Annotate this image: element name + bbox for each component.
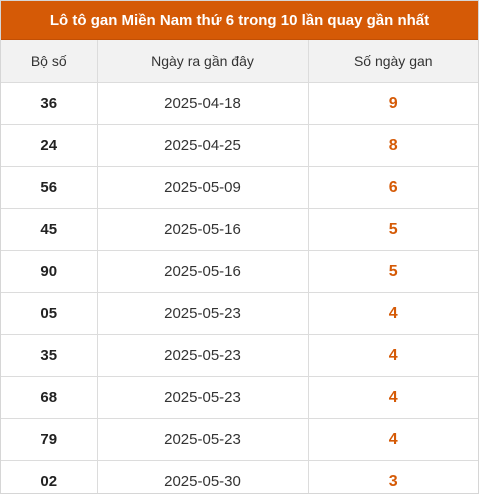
cell-number: 79 — [1, 419, 97, 461]
column-header-date: Ngày ra gần đây — [97, 40, 308, 83]
table-row — [1, 419, 478, 461]
column-header-row — [1, 40, 478, 83]
cell-number: 36 — [1, 83, 97, 125]
cell-number: 02 — [1, 461, 97, 494]
cell-days: 9 — [308, 83, 478, 125]
cell-date: 2025-05-23 — [97, 377, 308, 419]
cell-date: 2025-05-09 — [97, 167, 308, 209]
cell-number: 05 — [1, 293, 97, 335]
cell-days: 4 — [308, 335, 478, 377]
lo-gan-table — [1, 40, 478, 494]
cell-number: 24 — [1, 125, 97, 167]
cell-date: 2025-05-16 — [97, 251, 308, 293]
cell-number: 90 — [1, 251, 97, 293]
cell-days: 5 — [308, 251, 478, 293]
cell-days: 4 — [308, 293, 478, 335]
cell-number: 56 — [1, 167, 97, 209]
table-title: Lô tô gan Miền Nam thứ 6 trong 10 lần quay gần nhất — [1, 1, 478, 40]
cell-days: 8 — [308, 125, 478, 167]
cell-number: 68 — [1, 377, 97, 419]
cell-date: 2025-05-23 — [97, 419, 308, 461]
cell-date: 2025-05-16 — [97, 209, 308, 251]
table-row — [1, 209, 478, 251]
cell-days: 4 — [308, 419, 478, 461]
cell-days: 3 — [388, 472, 398, 490]
cell-days: 6 — [308, 167, 478, 209]
cell-date: 2025-04-25 — [97, 125, 308, 167]
table-row — [1, 251, 478, 293]
cell-number: 45 — [1, 209, 97, 251]
table-row — [1, 125, 478, 167]
cell-number: 35 — [1, 335, 97, 377]
table-row — [1, 335, 478, 377]
table-row — [1, 461, 478, 494]
cell-date: 2025-05-30 — [97, 461, 308, 494]
table-row — [1, 293, 478, 335]
table-row — [1, 377, 478, 419]
cell-days: 5 — [308, 209, 478, 251]
cell-date: 2025-04-18 — [97, 83, 308, 125]
cell-date: 2025-05-23 — [97, 293, 308, 335]
table-row — [1, 83, 478, 125]
cell-date: 2025-05-23 — [97, 335, 308, 377]
cell-days: 4 — [308, 377, 478, 419]
column-header-number: Bộ số — [1, 40, 97, 83]
table-row — [1, 167, 478, 209]
column-header-days: Số ngày gan — [308, 40, 478, 83]
